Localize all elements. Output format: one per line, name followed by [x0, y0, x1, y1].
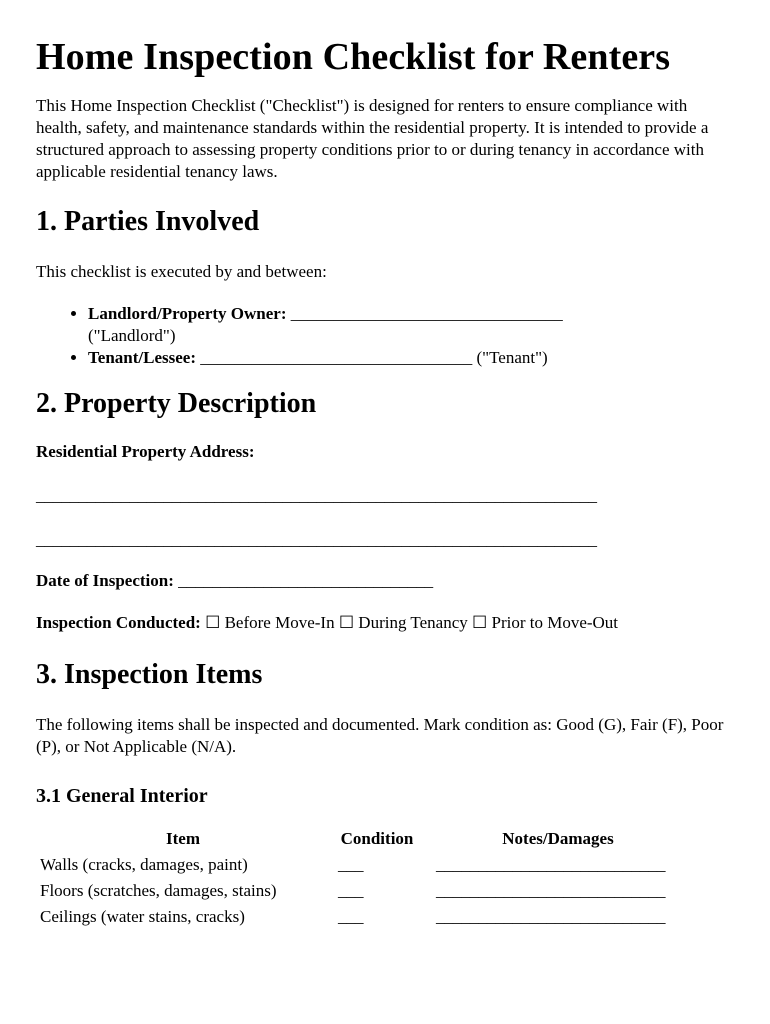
document-title: Home Inspection Checklist for Renters: [36, 36, 671, 78]
conducted-label: Inspection Conducted:: [36, 613, 201, 632]
cell-item: Floors (scratches, damages, stains): [40, 881, 277, 900]
date-row: [36, 570, 734, 592]
cell-notes: ___________________________: [436, 881, 666, 900]
date-blank: ______________________________: [178, 571, 434, 590]
column-header-notes: Notes/Damages: [502, 829, 614, 848]
tenant-suffix: ("Tenant"): [476, 348, 548, 367]
parties-intro-text: This checklist is executed by and between:: [36, 262, 327, 281]
items-intro-text: The following items shall be inspected and documented. Mark condition as: Good (G), Fair (F), Poor (P), or Not Applicable (N/A).: [36, 715, 724, 756]
section-parties-heading: 1. Parties Involved: [36, 206, 260, 237]
section-items-heading: 3. Inspection Items: [36, 659, 263, 690]
landlord-label: Landlord/Property Owner:: [88, 304, 287, 323]
cell-notes: ___________________________: [436, 907, 666, 926]
date-label: Date of Inspection:: [36, 571, 174, 590]
cell-item: Walls (cracks, damages, paint): [40, 855, 248, 874]
cell-condition: ___: [338, 907, 364, 926]
table-row: [36, 907, 692, 933]
cell-notes: ___________________________: [436, 855, 666, 874]
address-label: Residential Property Address:: [36, 442, 255, 461]
address-blank-line-1: __________________________________________________________________: [36, 486, 597, 505]
landlord-blank: ________________________________: [290, 304, 563, 323]
list-item-tenant: [88, 347, 734, 369]
inspection-conducted-row: [36, 612, 726, 634]
section-property-heading: 2. Property Description: [36, 388, 317, 419]
cell-condition: ___: [338, 881, 364, 900]
table-row: [36, 881, 692, 907]
cell-condition: ___: [338, 855, 364, 874]
tenant-label: Tenant/Lessee:: [88, 348, 196, 367]
tenant-blank: ________________________________: [200, 348, 473, 367]
general-interior-table: [36, 829, 692, 933]
table-row: [36, 855, 692, 881]
column-header-condition: Condition: [340, 829, 414, 848]
subsection-general-interior-heading: 3.1 General Interior: [36, 785, 208, 807]
parties-list: [36, 303, 734, 369]
landlord-suffix: ("Landlord"): [88, 326, 176, 345]
table-header-row: [36, 829, 692, 855]
conducted-options: ☐ Before Move-In ☐ During Tenancy ☐ Prior to Move-Out: [205, 613, 619, 632]
intro-paragraph: This Home Inspection Checklist ("Checklist") is designed for renters to ensure compliance with health, safety, and maintenance standards within the residential property. It is intended to provide a structured approach to assessing property conditions prior to or during tenancy in accordance with applicable residential tenancy laws.: [36, 96, 709, 181]
column-header-item: Item: [166, 829, 200, 848]
address-blank-line-2: __________________________________________________________________: [36, 530, 597, 549]
list-item-landlord: [88, 303, 734, 347]
cell-item: Ceilings (water stains, cracks): [40, 907, 245, 926]
